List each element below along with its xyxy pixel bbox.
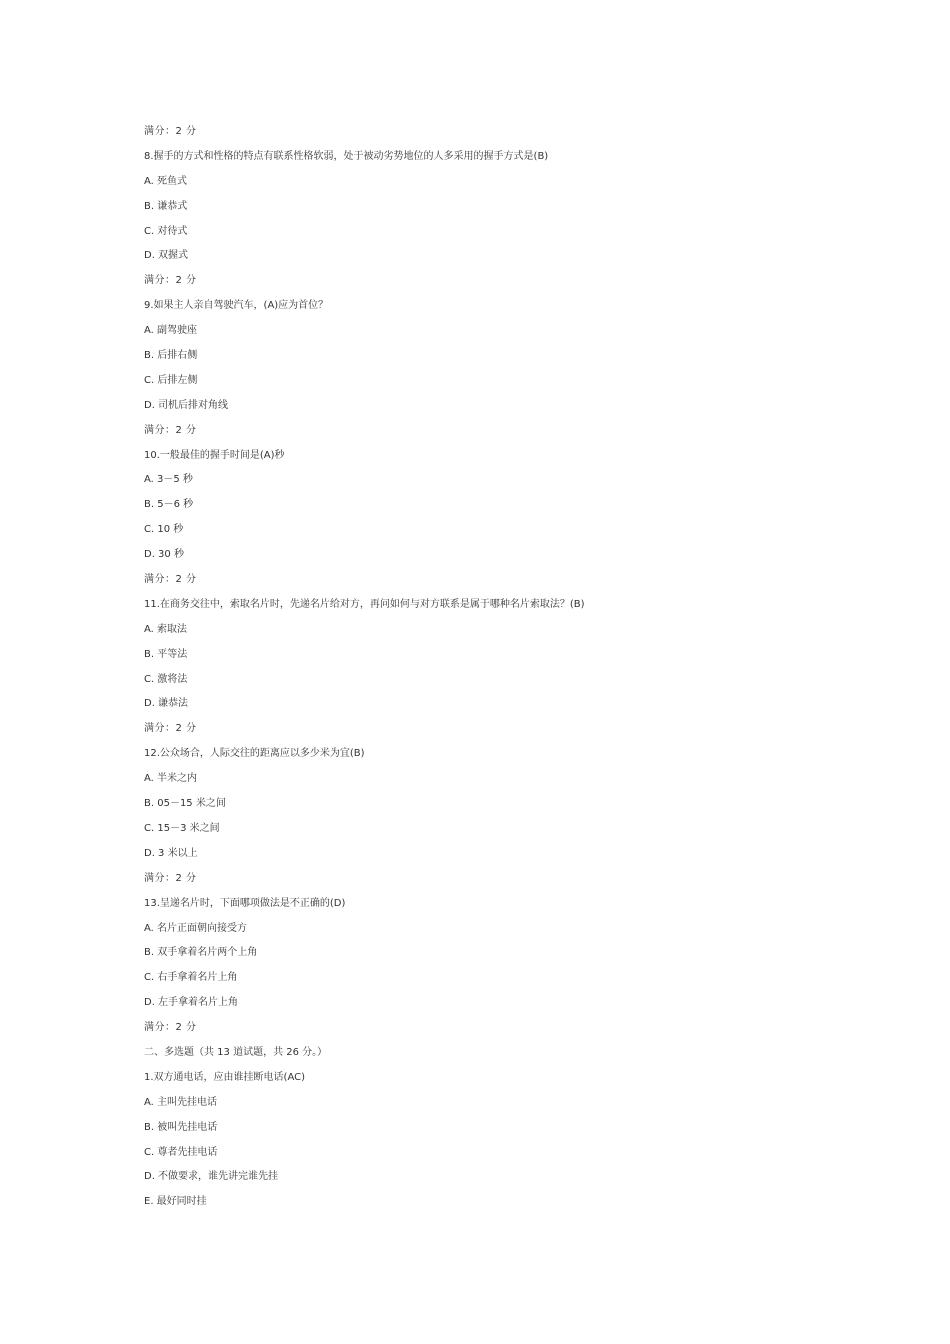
option-c: C. 激将法 xyxy=(144,673,188,685)
option-e: E. 最好同时挂 xyxy=(144,1196,207,1208)
option-d: D. 30 秒 xyxy=(144,549,184,561)
score-line: 满分：2 分 xyxy=(144,1022,197,1034)
question-10: 10.一般最佳的握手时间是(A)秒 xyxy=(144,449,285,461)
question-12: 12.公众场合，人际交往的距离应以多少米为宜(B) xyxy=(144,748,365,760)
option-d: D. 司机后排对角线 xyxy=(144,399,229,411)
option-a: A. 副驾驶座 xyxy=(144,325,198,337)
option-b: B. 谦恭式 xyxy=(144,200,188,212)
option-d: D. 谦恭法 xyxy=(144,698,189,710)
option-b: B. 5－6 秒 xyxy=(144,499,194,511)
option-a: A. 名片正面朝向接受方 xyxy=(144,922,248,934)
score-line: 满分：2 分 xyxy=(144,126,197,137)
option-d: D. 左手拿着名片上角 xyxy=(144,997,239,1009)
option-b: B. 双手拿着名片两个上角 xyxy=(144,947,258,959)
option-d: D. 双握式 xyxy=(144,250,189,262)
option-b: B. 05－15 米之间 xyxy=(144,798,226,810)
option-a: A. 主叫先挂电话 xyxy=(144,1096,218,1108)
score-line: 满分：2 分 xyxy=(144,275,197,287)
question-8: 8.握手的方式和性格的特点有联系性格软弱，处于被动劣势地位的人多采用的握手方式是(B) xyxy=(144,150,549,162)
option-a: A. 半米之内 xyxy=(144,773,198,785)
option-c: C. 对待式 xyxy=(144,225,188,237)
option-c: C. 10 秒 xyxy=(144,524,184,536)
score-line: 满分：2 分 xyxy=(144,424,197,436)
option-b: B. 被叫先挂电话 xyxy=(144,1121,218,1133)
option-c: C. 后排左侧 xyxy=(144,374,198,386)
section-heading: 二、多选题（共 13 道试题，共 26 分。） xyxy=(144,1046,328,1058)
question-multi-1: 1.双方通电话，应由谁挂断电话(AC) xyxy=(144,1071,305,1083)
question-9: 9.如果主人亲自驾驶汽车，(A)应为首位？ xyxy=(144,300,329,312)
score-line: 满分：2 分 xyxy=(144,872,197,884)
option-a: A. 死鱼式 xyxy=(144,175,188,187)
option-d: D. 不做要求，谁先讲完谁先挂 xyxy=(144,1171,279,1183)
question-13: 13.呈递名片时，下面哪项做法是不正确的(D) xyxy=(144,897,346,909)
option-c: C. 15－3 米之间 xyxy=(144,822,220,834)
option-b: B. 后排右侧 xyxy=(144,350,198,362)
option-b: B. 平等法 xyxy=(144,648,188,660)
option-c: C. 右手拿着名片上角 xyxy=(144,972,238,984)
option-a: A. 索取法 xyxy=(144,623,188,635)
score-line: 满分：2 分 xyxy=(144,723,197,735)
option-d: D. 3 米以上 xyxy=(144,847,198,859)
option-a: A. 3－5 秒 xyxy=(144,474,193,486)
score-line: 满分：2 分 xyxy=(144,574,197,586)
option-c: C. 尊者先挂电话 xyxy=(144,1146,218,1158)
question-11: 11.在商务交往中，索取名片时，先递名片给对方，再问如何与对方联系是属于哪种名片索取法？(B) xyxy=(144,598,585,610)
exam-document xyxy=(144,125,844,1220)
